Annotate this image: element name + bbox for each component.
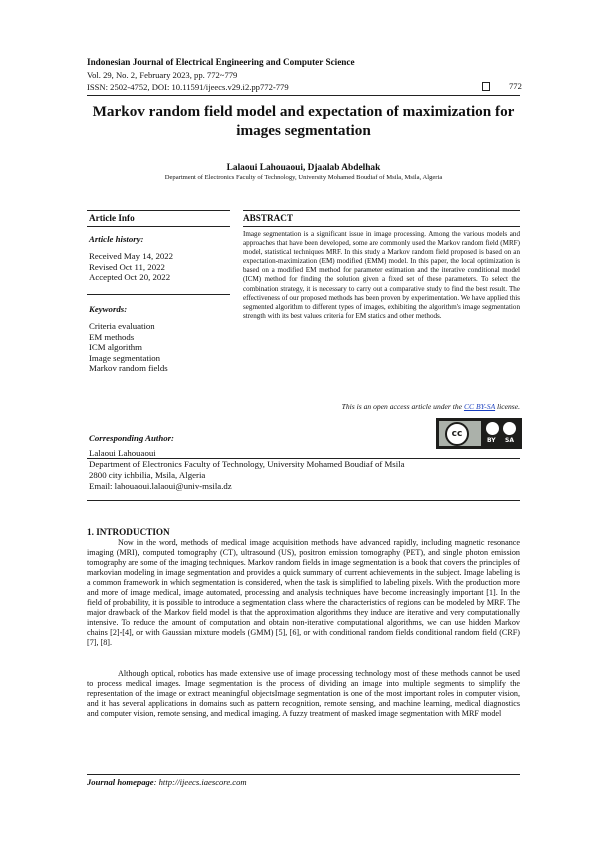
abstract-text: Image segmentation is a significant issue in image processing. Among the various models and approaches that have been developed, some are commonly used the Markov random field (MRF) model, statistical techniques MRF. In this study a Markov random field proposed is based on an expectation-maximization (EM) modified (EMM) model. In this paper, the local optimization is based on a modified EM method for parameter estimation and the iterative conditional model (ICM) method for finding the solution given a fixed set of these parameters. To select the combination strategy, it is necessary to carry out a comparative study to find the best result. The effectiveness of our proposed methods has been proven by experimentation. We have applied this segmented algorithm to different types of images, exhibiting the algorithm's image segmentation strength with its best values criteria for EM statics and other methods. xyxy=(243,230,520,320)
header-divider xyxy=(87,95,520,96)
author-address: 2800 city ichbilia, Msila, Algeria xyxy=(89,470,206,480)
page-number: 772 xyxy=(509,81,522,91)
affiliation: Department of Electronics Faculty of Technology, University Mohamed Boudiaf of Msila, Msila, Algeria xyxy=(164,174,443,181)
page-box-icon xyxy=(482,82,490,91)
homepage-label: Journal homepage xyxy=(87,777,154,787)
history-revised: Revised Oct 11, 2022 xyxy=(89,261,165,272)
intro-paragraph-1: Now in the word, methods of medical image acquisition methods have advanced rapidly, including magnetic resonance imaging (MRI), computed tomography (CT), ultrasound (US), positron emission tomography (PET), and single photon emission tomography are some of the imaging techniques. Markov random fields in image segmentation is a book that covers the principles of markovian modeling in image segmentation and provides a quick summary of current achievements in the subject. Image labeling is a common framework in which segmentation is considered, when the task is simplified to labeling pixels. With the production more and more of image medical, image automated, processing and analysis techniques have become increasingly important [1]. In the field of probability, it is possible to introduce a segmentation class where the characteristics of regions can be modeled by MRF. The major drawback of the Markov field model is that the approximation algorithms they induce are iterative and very computationally intensive. To reduce the amount of computation and obtain non-iterative computational algorithms, we can use hidden Markov chains [2]-[4], or with Gaussian mixture models (GMM) [5], [6], or with conditional random fields conditional random field (CRF) [7], [8]. xyxy=(87,538,520,648)
keyword-item: Criteria evaluation xyxy=(89,321,155,331)
by-person-icon xyxy=(486,422,499,435)
intro-paragraph-2: Although optical, robotics has made extensive use of image processing technology most of these methods cannot be used to process medical images. Image segmentation is the process of dividing an image into multiple segments to simplify the representation of the image or extract meaningful objectsImage segmentation is one of the most important roles in computer vision, and it has several applications in domains such as pattern recognition, remote sensing, and machine learning, medical diagnostics and computer vision, remote sensing, and medical imaging. A fuzzy treatment of masked image segmentation with MRF model xyxy=(87,669,520,719)
keywords-heading: Keywords: xyxy=(89,304,128,314)
author-name: Lalaoui Lahouaoui xyxy=(89,448,156,458)
corresponding-bottom-rule xyxy=(87,500,520,501)
article-info-top-rule xyxy=(87,210,230,211)
authors: Lalaoui Lahouaoui, Djaalab Abdelhak xyxy=(226,163,381,173)
issn-doi: ISSN: 2502-4752, DOI: 10.11591/ijeecs.v29.i2.pp772-779 xyxy=(87,82,289,92)
corresponding-block xyxy=(89,448,405,492)
keyword-item: Image segmentation xyxy=(89,352,161,363)
sa-label: SA xyxy=(505,437,514,444)
author-department: Department of Electronics Faculty of Technology, University Mohamed Boudiaf of Msila xyxy=(89,459,405,469)
journal-homepage xyxy=(87,777,247,787)
license-prefix: This is an open access article under the xyxy=(341,402,464,411)
history-heading: Article history: xyxy=(89,234,144,244)
cc-by-sa-badge[interactable] xyxy=(436,418,522,449)
abstract-sub-rule xyxy=(243,226,520,227)
cc-icon: cc xyxy=(445,422,469,446)
keyword-item: EM methods xyxy=(89,331,135,342)
article-info-heading: Article Info xyxy=(89,213,135,223)
history-list xyxy=(89,251,173,283)
license-link[interactable]: CC BY-SA xyxy=(463,402,496,411)
homepage-url[interactable]: : http://ijeecs.iaescore.com xyxy=(153,777,247,787)
license-suffix: license. xyxy=(495,402,520,411)
volume-info: Vol. 29, No. 2, February 2023, pp. 772~779 xyxy=(87,70,238,80)
author-email: Email: lahouaoui.lalaoui@univ-msila.dz xyxy=(89,481,232,491)
keywords-rule xyxy=(87,294,230,295)
keyword-item: ICM algorithm xyxy=(89,342,143,353)
corresponding-heading: Corresponding Author: xyxy=(89,433,174,443)
journal-name: Indonesian Journal of Electrical Engineering and Computer Science xyxy=(87,57,355,67)
keywords-list xyxy=(89,321,168,374)
license-note xyxy=(243,402,520,411)
abstract-heading: ABSTRACT xyxy=(243,213,294,223)
paper-title: Markov random field model and expectation of maximization for images segmentation xyxy=(92,103,515,139)
share-alike-icon xyxy=(503,422,516,435)
article-info-sub-rule xyxy=(87,226,230,227)
history-accepted: Accepted Oct 20, 2022 xyxy=(89,272,171,283)
keyword-item: Markov random fields xyxy=(89,363,168,374)
abstract-top-rule xyxy=(243,210,520,211)
section-heading-introduction: 1. INTRODUCTION xyxy=(87,527,170,537)
footer-divider xyxy=(87,774,520,775)
history-received: Received May 14, 2022 xyxy=(89,251,174,261)
by-label: BY xyxy=(487,437,496,444)
